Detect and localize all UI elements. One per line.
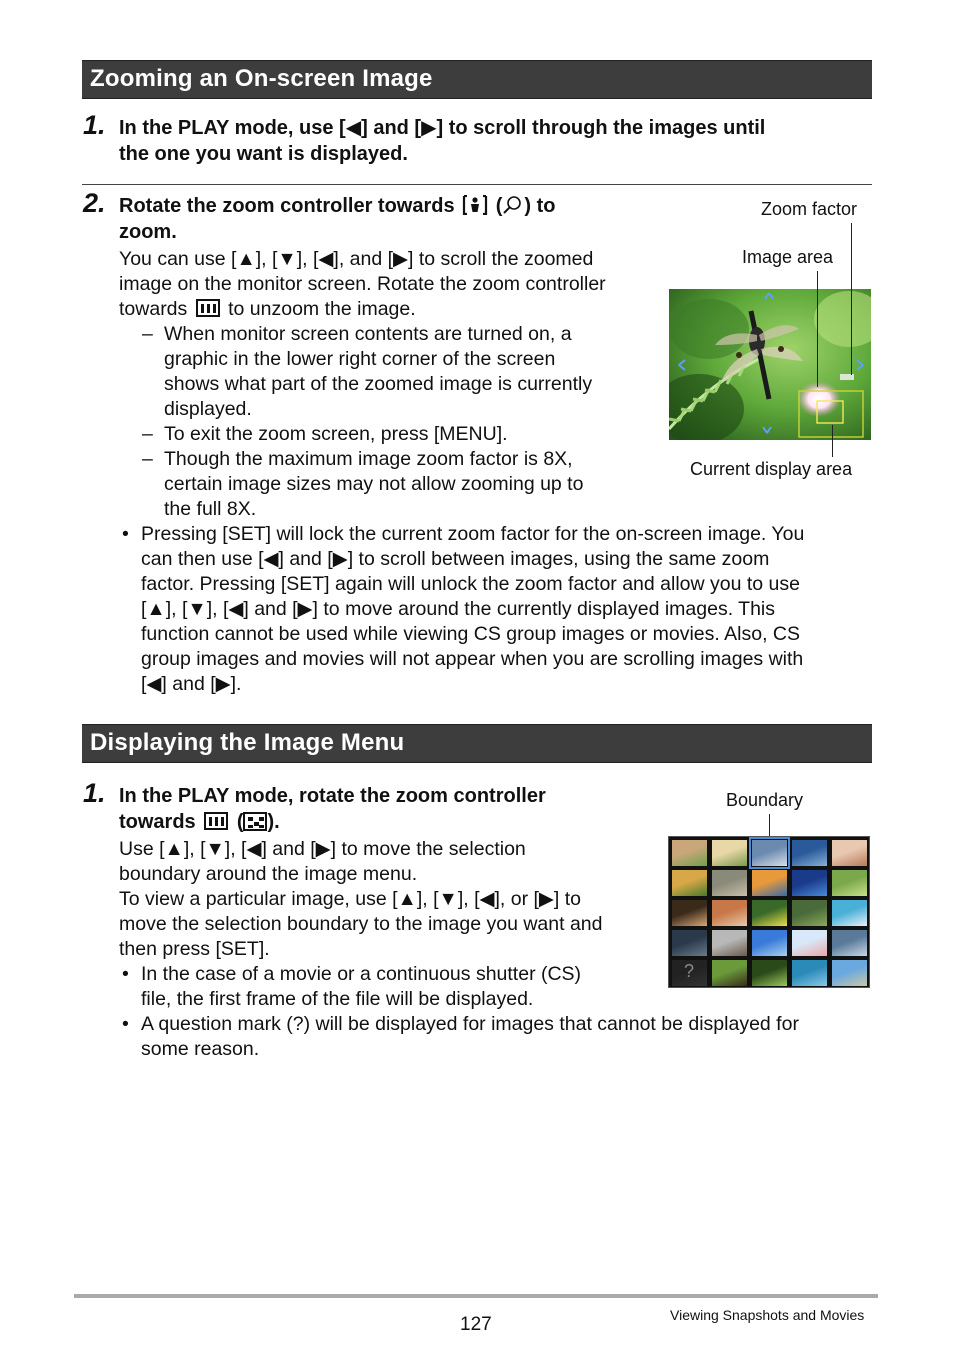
boundary-callout-line <box>769 814 770 838</box>
step-heading <box>119 783 546 835</box>
wide-angle-icon <box>204 812 228 830</box>
step-body <box>119 247 606 322</box>
image-area-callout-line <box>817 271 818 387</box>
body-line: boundary around the image menu. <box>119 863 418 885</box>
dash-marker: – <box>142 448 153 470</box>
heading-line: the one you want is displayed. <box>119 143 408 165</box>
thumbnail-image[interactable] <box>832 870 867 896</box>
current-display-area-label: Current display area <box>690 459 853 479</box>
magnifier-icon <box>502 195 524 215</box>
bullet-line: Pressing [SET] will lock the current zoom factor for the on-screen image. You <box>141 523 805 545</box>
current-display-callout-line <box>832 425 833 457</box>
thumbnail-image[interactable] <box>752 840 787 866</box>
step-heading <box>119 115 765 167</box>
thumbnail-image[interactable] <box>672 930 707 956</box>
footer-rule <box>74 1294 878 1298</box>
zoom-factor-callout-line <box>851 223 852 375</box>
section-title: Displaying the Image Menu <box>90 729 405 756</box>
body-line: move the selection boundary to the image you want and <box>119 913 603 935</box>
thumbnail-image[interactable] <box>832 930 867 956</box>
section-title: Zooming an On-screen Image <box>90 65 433 92</box>
thumbnail-image[interactable] <box>712 870 747 896</box>
page-number: 127 <box>460 1314 492 1335</box>
bullet-marker: • <box>122 523 129 545</box>
bullet-line: can then use [◀] and [▶] to scroll between images, using the same zoom <box>141 548 770 570</box>
body-text: towards <box>119 298 188 320</box>
thumbnail-image[interactable] <box>832 960 867 986</box>
heading-text: ( <box>236 811 244 833</box>
thumbnail-image[interactable] <box>672 870 707 896</box>
thumbnail-image[interactable] <box>712 900 747 926</box>
dash-line: certain image sizes may not allow zooming up to <box>164 473 584 495</box>
bullet-marker: • <box>122 963 129 985</box>
thumbnail-image[interactable] <box>832 900 867 926</box>
dash-line: displayed. <box>164 398 252 420</box>
heading-text: towards <box>119 811 196 833</box>
dash-line: the full 8X. <box>164 498 257 520</box>
thumbnail-image[interactable] <box>672 840 707 866</box>
body-line: then press [SET]. <box>119 938 270 960</box>
bullet-line: factor. Pressing [SET] again will unlock the zoom factor and allow you to use <box>141 573 801 595</box>
bullet-line: group images and movies will not appear when you are scrolling images with <box>141 648 804 670</box>
dash-marker: – <box>142 423 153 445</box>
bullet-line: [◀] and [▶]. <box>141 673 242 695</box>
thumbnail-image[interactable] <box>712 840 747 866</box>
thumbnail-image[interactable] <box>792 840 827 866</box>
heading-text: ( <box>495 195 503 217</box>
heading-line: In the PLAY mode, use [◀] and [▶] to scroll through the images until <box>119 117 766 139</box>
question-mark-thumbnail: ? <box>684 961 695 981</box>
chapter-title: Viewing Snapshots and Movies <box>670 1307 865 1323</box>
dash-marker: – <box>142 323 153 345</box>
bullet-line: function cannot be used while viewing CS group images or movies. Also, CS <box>141 623 801 645</box>
dash-line: graphic in the lower right corner of the screen <box>164 348 556 370</box>
heading-text: ) to <box>524 195 556 217</box>
body-line: Use [▲], [▼], [◀] and [▶] to move the selection <box>119 838 526 860</box>
boundary-label: Boundary <box>726 790 804 810</box>
body-line: To view a particular image, use [▲], [▼], [◀], or [▶] to <box>119 888 582 910</box>
image-menu-thumbnail-grid <box>668 836 870 988</box>
dash-line: shows what part of the zoomed image is currently <box>164 373 593 395</box>
dash-line: When monitor screen contents are turned on, a <box>164 323 572 345</box>
bullet-line: file, the first frame of the file will be displayed. <box>141 988 534 1010</box>
thumbnail-image[interactable] <box>712 960 747 986</box>
bullet-marker: • <box>122 1013 129 1035</box>
telephoto-icon <box>462 195 488 215</box>
heading-line: zoom. <box>119 221 177 243</box>
thumbnail-image[interactable] <box>792 870 827 896</box>
body-text: to unzoom the image. <box>228 298 416 320</box>
bullet-line: A question mark (?) will be displayed for images that cannot be displayed for <box>141 1013 799 1035</box>
step-body <box>119 837 602 962</box>
dash-line: To exit the zoom screen, press [MENU]. <box>164 423 508 445</box>
thumbnail-image[interactable] <box>792 900 827 926</box>
bullet-line: some reason. <box>141 1038 260 1060</box>
section-header-zooming <box>82 60 872 99</box>
bullet-line: In the case of a movie or a continuous shutter (CS) <box>141 963 582 985</box>
thumbnail-image[interactable] <box>752 900 787 926</box>
image-area-label: Image area <box>742 247 834 267</box>
heading-line: In the PLAY mode, rotate the zoom controller <box>119 785 546 807</box>
thumbnail-image[interactable] <box>792 930 827 956</box>
bullet-line: [▲], [▼], [◀] and [▶] to move around the currently displayed images. This <box>141 598 776 620</box>
body-line: image on the monitor screen. Rotate the zoom controller <box>119 273 606 295</box>
body-line: You can use [▲], [▼], [◀], and [▶] to scroll the zoomed <box>119 248 594 270</box>
step-number: 1. <box>83 778 106 808</box>
heading-text: ). <box>267 811 280 833</box>
zoom-factor-label: Zoom factor <box>761 199 858 219</box>
thumbnail-image[interactable] <box>712 930 747 956</box>
step-number: 1. <box>83 110 106 140</box>
step-number: 2. <box>83 188 106 218</box>
heading-text: Rotate the zoom controller towards <box>119 195 455 217</box>
dash-line: Though the maximum image zoom factor is 8X, <box>164 448 573 470</box>
wide-angle-icon <box>196 299 220 317</box>
image-menu-icon <box>243 812 267 831</box>
thumbnail-image[interactable] <box>672 900 707 926</box>
step-heading <box>119 193 555 245</box>
section-header-image-menu <box>82 724 872 763</box>
thumbnail-image[interactable] <box>752 960 787 986</box>
thumbnail-image[interactable] <box>792 960 827 986</box>
thumbnail-image[interactable] <box>832 840 867 866</box>
thumbnail-image[interactable] <box>752 870 787 896</box>
zoomed-dragonfly-photo <box>669 289 871 440</box>
step-divider <box>82 184 872 185</box>
thumbnail-image[interactable] <box>752 930 787 956</box>
